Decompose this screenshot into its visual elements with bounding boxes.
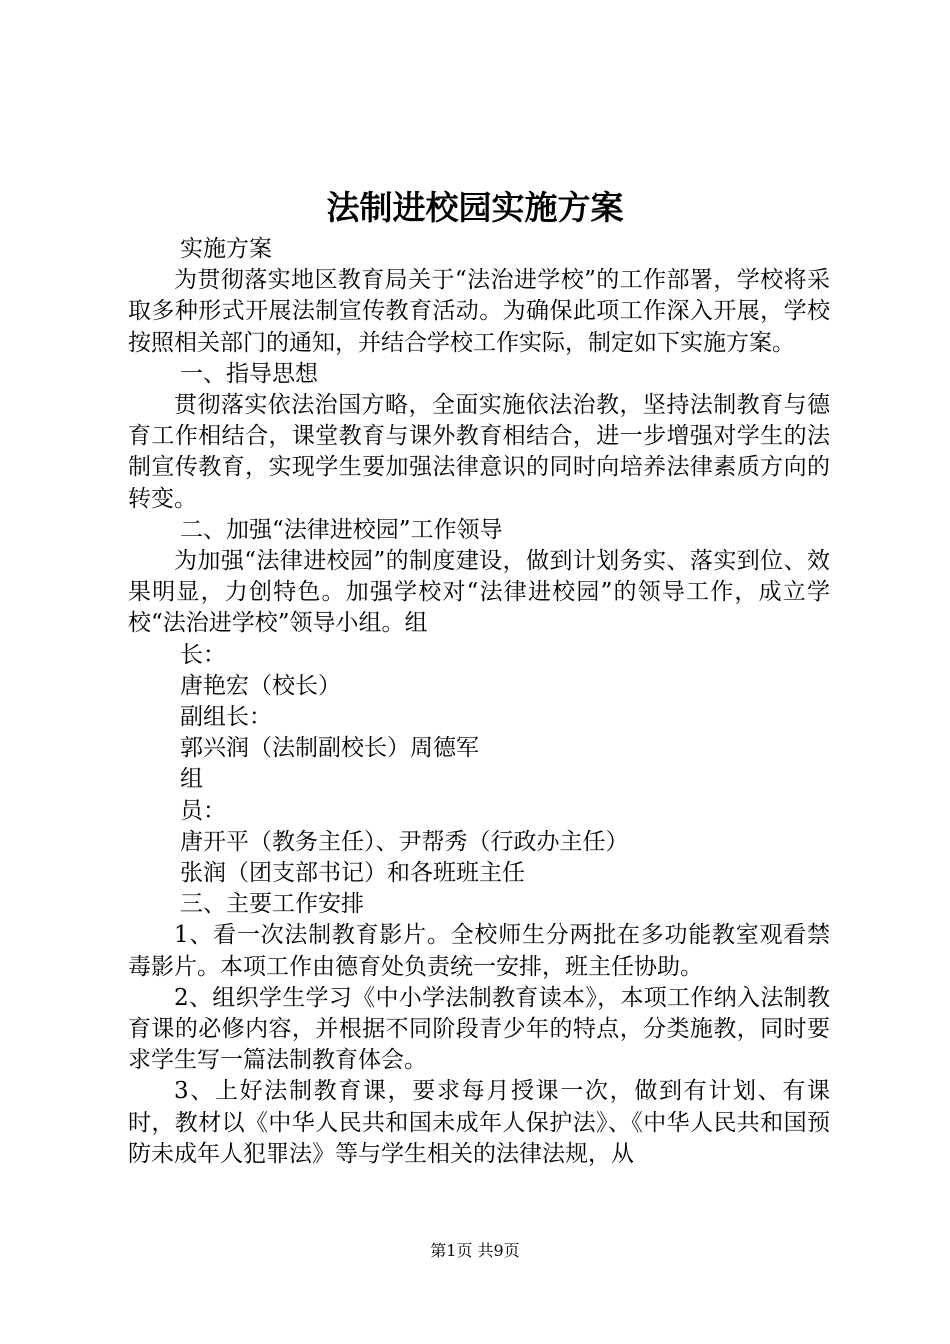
subtitle: 实施方案 xyxy=(180,236,272,262)
leader-line: 员： xyxy=(180,797,226,824)
leadership-paragraph: 为加强“法律进校园”的制度建设，做到计划务实、落实到位、效果明显，力创特色。加强学校对“法律进校园”的领导工作，成立学校“法治进学校”领导小组。组 xyxy=(128,548,830,637)
document-body xyxy=(128,234,830,1170)
section-heading-guiding-thought: 一、指导思想 xyxy=(180,360,318,387)
leader-line: 长： xyxy=(180,641,226,668)
document-title: 法制进校园实施方案 xyxy=(326,188,624,227)
work-item: 1、看一次法制教育影片。全校师生分两批在多功能教室观看禁毒影片。本项工作由德育处负责统一安排，班主任协助。 xyxy=(128,922,830,980)
page-footer: 第1页 共9页 xyxy=(430,1241,520,1260)
work-item: 3、上好法制教育课，要求每月授课一次，做到有计划、有课时，教材以《中华人民共和国未成年人保护法》、《中华人民共和国预防未成年人犯罪法》等与学生相关的法律法规，从 xyxy=(128,1078,830,1167)
section-heading-leadership: 二、加强“法律进校园”工作领导 xyxy=(180,516,503,543)
leader-line: 副组长： xyxy=(180,704,272,731)
intro-paragraph: 为贯彻落实地区教育局关于“法治进学校”的工作部署，学校将采取多种形式开展法制宣传教育活动。为确保此项工作深入开展，学校按照相关部门的通知，并结合学校工作实际，制定如下实施方案。 xyxy=(128,267,830,356)
leader-line: 唐艳宏（校长） xyxy=(180,672,341,699)
leader-line: 张润（团支部书记）和各班班主任 xyxy=(180,860,525,887)
leader-line: 唐开平（教务主任）、尹帮秀（行政办主任） xyxy=(180,828,629,855)
leader-line: 组 xyxy=(180,766,203,793)
work-item: 2、组织学生学习《中小学法制教育读本》，本项工作纳入法制教育课的必修内容，并根据不同阶段青少年的特点，分类施教，同时要求学生写一篇法制教育体会。 xyxy=(128,984,830,1074)
leader-line: 郭兴润（法制副校长）周德军 xyxy=(180,735,479,762)
guiding-thought-paragraph: 贯彻落实依法治国方略，全面实施依法治教，坚持法制教育与德育工作相结合，课堂教育与课外教育相结合，进一步增强对学生的法制宣传教育，实现学生要加强法律意识的同时向培养法律素质方向的转变。 xyxy=(128,392,830,512)
section-heading-work-plan: 三、主要工作安排 xyxy=(180,891,364,918)
